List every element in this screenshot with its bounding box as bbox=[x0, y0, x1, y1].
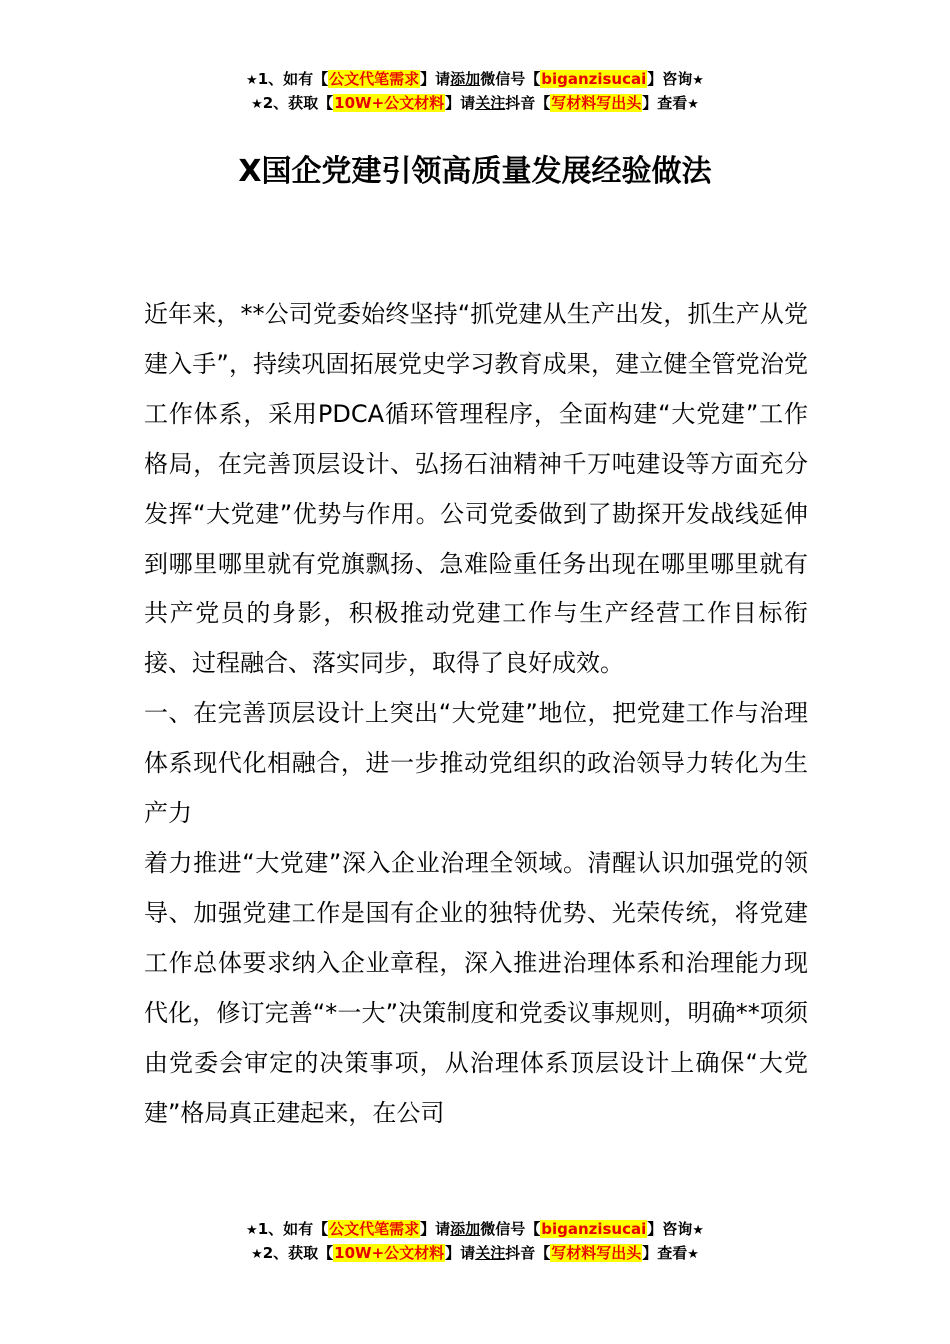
ad-text: 微信号【 bbox=[480, 1220, 541, 1238]
ad-text: 】咨询 bbox=[647, 1220, 693, 1238]
ad-line-2 bbox=[0, 1242, 950, 1266]
ad-text: 2、获取【 bbox=[262, 94, 334, 112]
document-body bbox=[144, 290, 808, 1138]
star-icon: ★ bbox=[687, 1247, 699, 1262]
ad-highlight: biganzisucai bbox=[541, 70, 647, 88]
ad-text: 1、如有【 bbox=[257, 1220, 329, 1238]
ad-emphasis: 添加 bbox=[450, 70, 481, 88]
ad-highlight: 10W+公文材料 bbox=[334, 94, 445, 112]
footer-ad-banner bbox=[0, 1218, 950, 1266]
ad-highlight: 写材料写出头 bbox=[551, 94, 642, 112]
section-heading-1: 一、在完善顶层设计上突出“大党建”地位，把党建工作与治理体系现代化相融合，进一步推动党组织的政治领导力转化为生产力 bbox=[144, 699, 808, 828]
ad-emphasis: 关注 bbox=[475, 1244, 506, 1262]
ad-text: 微信号【 bbox=[480, 70, 541, 88]
ad-highlight: 写材料写出头 bbox=[551, 1244, 642, 1262]
ad-text: 抖音【 bbox=[505, 1244, 551, 1262]
star-icon: ★ bbox=[251, 97, 263, 112]
header-ad-banner bbox=[0, 68, 950, 116]
ad-text: 1、如有【 bbox=[257, 70, 329, 88]
ad-emphasis: 关注 bbox=[475, 94, 506, 112]
ad-text: 2、获取【 bbox=[262, 1244, 334, 1262]
star-icon: ★ bbox=[246, 1223, 258, 1238]
star-icon: ★ bbox=[251, 1247, 263, 1262]
ad-text: 】咨询 bbox=[647, 70, 693, 88]
intro-paragraph: 近年来，**公司党委始终坚持“抓党建从生产出发，抓生产从党建入手”，持续巩固拓展党史学习教育成果，建立健全管党治党工作体系，采用PDCA循环管理程序，全面构建“大党建”工作格局，在完善顶层设计、弘扬石油精神千万吨建设等方面充分发挥“大党建”优势与作用。公司党委做到了勘探开发战线延伸到哪里哪里就有党旗飘扬、急难险重任务出现在哪里哪里就有共产党员的身影，积极推动党建工作与生产经营工作目标衔接、过程融合、落实同步，取得了良好成效。 bbox=[144, 300, 808, 678]
ad-text: 】查看 bbox=[642, 1244, 688, 1262]
star-icon: ★ bbox=[246, 73, 258, 88]
star-icon: ★ bbox=[687, 97, 699, 112]
ad-line-1 bbox=[0, 1218, 950, 1242]
ad-line-2 bbox=[0, 92, 950, 116]
ad-text: 抖音【 bbox=[505, 94, 551, 112]
star-icon: ★ bbox=[692, 73, 704, 88]
ad-line-1 bbox=[0, 68, 950, 92]
ad-highlight: 公文代笔需求 bbox=[329, 1220, 420, 1238]
ad-highlight: 公文代笔需求 bbox=[329, 70, 420, 88]
ad-highlight: biganzisucai bbox=[541, 1220, 647, 1238]
ad-emphasis: 添加 bbox=[450, 1220, 481, 1238]
ad-highlight: 10W+公文材料 bbox=[334, 1244, 445, 1262]
ad-text: 】请 bbox=[420, 1220, 451, 1238]
ad-text: 】查看 bbox=[642, 94, 688, 112]
document-title: X国企党建引领高质量发展经验做法 bbox=[238, 154, 712, 189]
body-paragraph: 着力推进“大党建”深入企业治理全领域。清醒认识加强党的领导、加强党建工作是国有企业的独特优势、光荣传统，将党建工作总体要求纳入企业章程，深入推进治理体系和治理能力现代化，修订完善“*一大”决策制度和党委议事规则，明确**项须由党委会审定的决策事项，从治理体系顶层设计上确保“大党建”格局真正建起来，在公司 bbox=[144, 848, 808, 1127]
ad-text: 】请 bbox=[420, 70, 451, 88]
ad-text: 】请 bbox=[445, 94, 476, 112]
ad-text: 】请 bbox=[445, 1244, 476, 1262]
star-icon: ★ bbox=[692, 1223, 704, 1238]
